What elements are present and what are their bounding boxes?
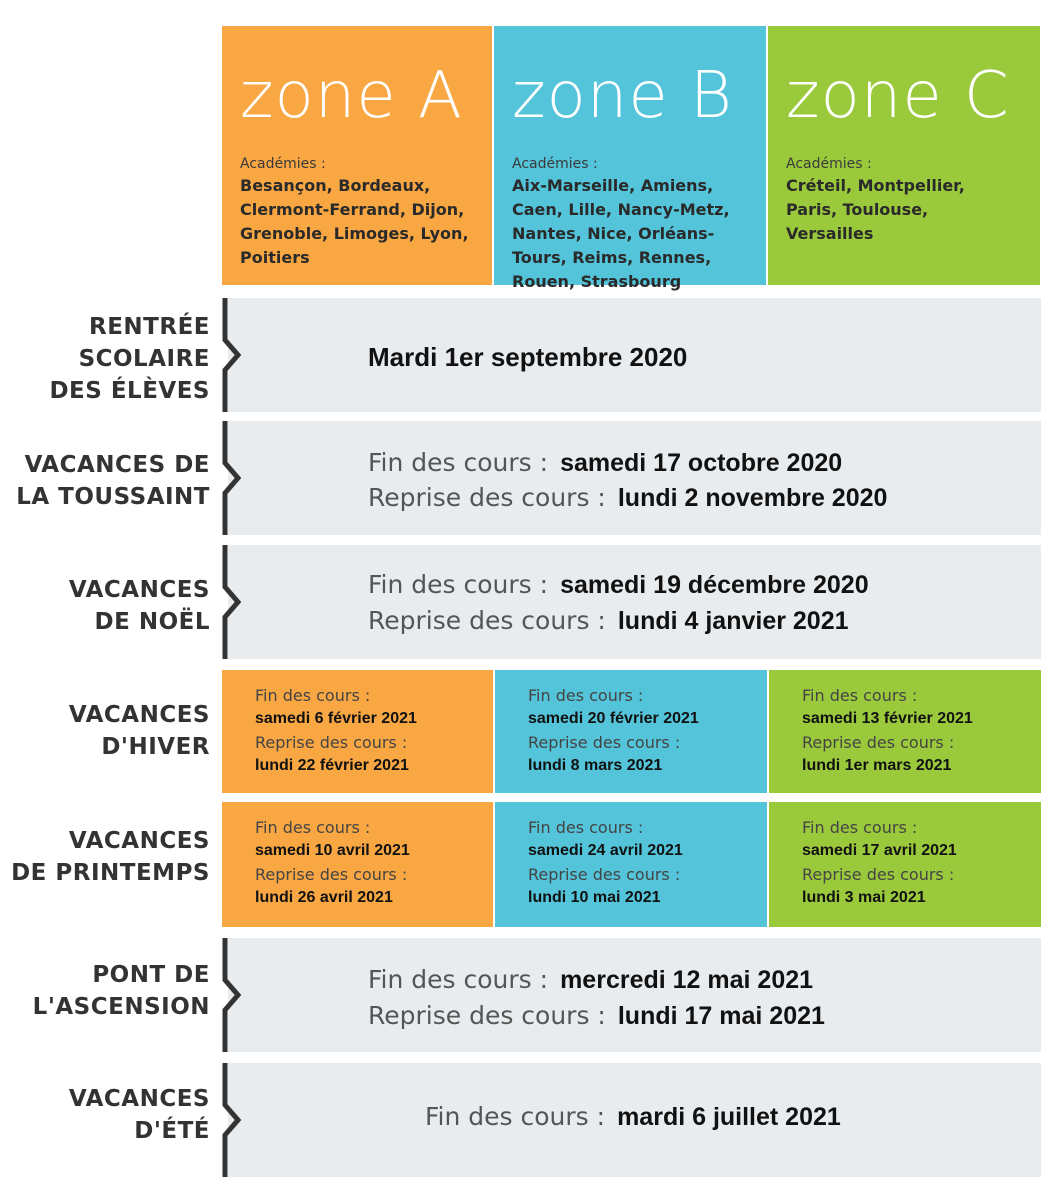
zone-c-title: zone C: [786, 59, 1010, 133]
toussaint-reprise: Reprise des cours : lundi 2 novembre 2020: [368, 483, 888, 512]
printemps-zone-b: Fin des cours : samedi 24 avril 2021 Reprise des cours : lundi 10 mai 2021: [495, 802, 767, 927]
toussaint-row: [228, 421, 1041, 535]
hiver-label: VACANCES D'HIVER: [68, 702, 210, 760]
zone-b-academies-label: Académies :: [512, 156, 598, 172]
hiver-zone-b: Fin des cours : samedi 20 février 2021 Reprise des cours : lundi 8 mars 2021: [495, 670, 767, 793]
zone-b-academies: Aix-Marseille, Amiens, Caen, Lille, Nancy-Metz, Nantes, Nice, Orléans-Tours, Reims, Rennes, Rouen, Strasbourg: [512, 176, 730, 291]
toussaint-label: VACANCES DE LA TOUSSAINT: [16, 452, 210, 510]
toussaint-bracket-icon: [220, 421, 246, 535]
zone-c-academies-label: Académies :: [786, 156, 872, 172]
zone-b-title: zone B: [512, 59, 733, 133]
printemps-zone-c: Fin des cours : samedi 17 avril 2021 Reprise des cours : lundi 3 mai 2021: [769, 802, 1041, 927]
zone-a-title: zone A: [240, 59, 463, 133]
rentree-date: Mardi 1er septembre 2020: [368, 342, 688, 372]
printemps-zone-a: Fin des cours : samedi 10 avril 2021 Reprise des cours : lundi 26 avril 2021: [222, 802, 493, 927]
toussaint-fin: Fin des cours : samedi 17 octobre 2020: [368, 448, 843, 477]
ascension-reprise: Reprise des cours : lundi 17 mai 2021: [368, 1001, 825, 1030]
zone-b-header: [494, 26, 766, 291]
printemps-label: VACANCES DE PRINTEMPS: [11, 828, 210, 886]
ascension-fin: Fin des cours : mercredi 12 mai 2021: [368, 965, 814, 994]
zone-c-academies: Créteil, Montpellier, Paris, Toulouse, Versailles: [786, 176, 965, 243]
hiver-zone-c: Fin des cours : samedi 13 février 2021 Reprise des cours : lundi 1er mars 2021: [769, 670, 1041, 793]
noel-label: VACANCES DE NOËL: [68, 577, 210, 635]
noel-fin: Fin des cours : samedi 19 décembre 2020: [368, 570, 869, 599]
noel-row: [228, 545, 1041, 659]
noel-bracket-icon: [220, 545, 246, 659]
ete-fin: Fin des cours : mardi 6 juillet 2021: [425, 1102, 841, 1131]
ascension-bracket-icon: [220, 938, 246, 1052]
ascension-label: PONT DE L'ASCENSION: [32, 962, 210, 1020]
zone-a-academies: Besançon, Bordeaux, Clermont-Ferrand, Dijon, Grenoble, Limoges, Lyon, Poitiers: [240, 176, 469, 267]
hiver-zone-a: Fin des cours : samedi 6 février 2021 Reprise des cours : lundi 22 février 2021: [222, 670, 493, 793]
zone-a-academies-label: Académies :: [240, 156, 326, 172]
ascension-row: [228, 938, 1041, 1052]
ete-bracket-icon: [220, 1063, 246, 1177]
rentree-label: RENTRÉE SCOLAIRE DES ÉLÈVES: [49, 314, 210, 404]
ete-label: VACANCES D'ÉTÉ: [68, 1086, 210, 1144]
rentree-bracket-icon: [220, 298, 246, 412]
noel-reprise: Reprise des cours : lundi 4 janvier 2021: [368, 606, 849, 635]
zone-c-header: [768, 26, 1040, 285]
zone-a-header: [222, 26, 492, 285]
